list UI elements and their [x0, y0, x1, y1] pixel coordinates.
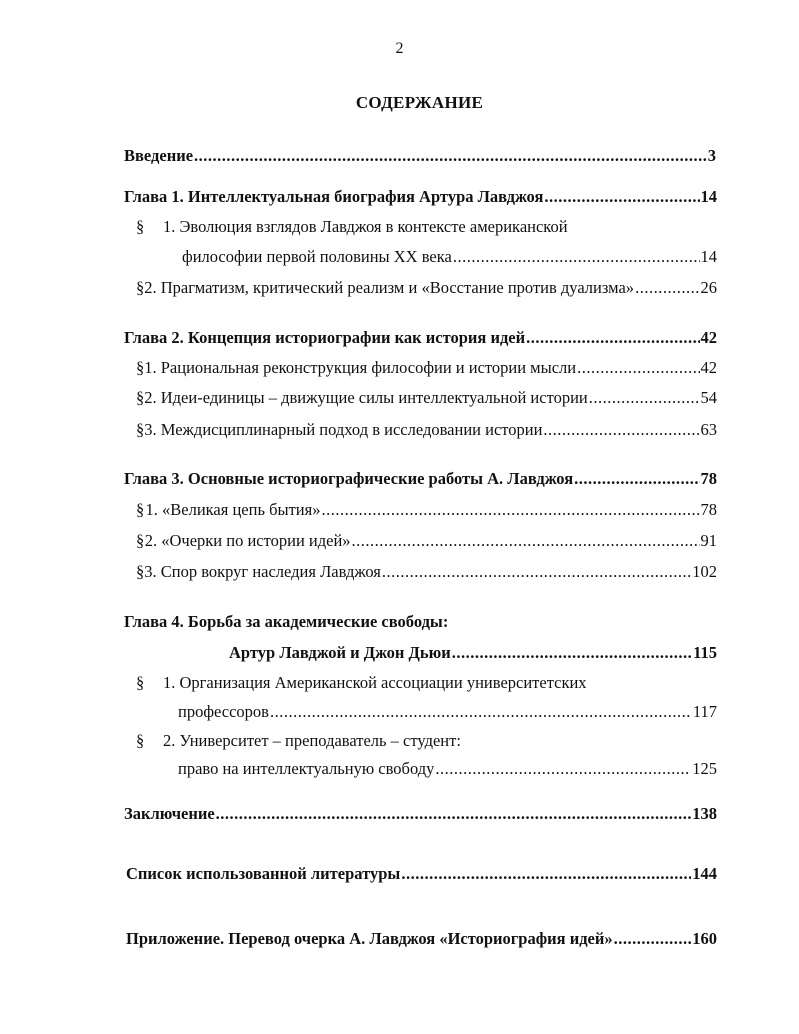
toc-entry-ch4-s1[interactable] — [136, 673, 587, 693]
toc-entry-chapter-4[interactable]: Глава 4. Борьба за академические свободы: — [124, 612, 449, 631]
toc-entry-page: 160 — [692, 929, 717, 948]
section-mark: § — [136, 562, 145, 581]
toc-entry-ch1-s1-cont[interactable] — [182, 247, 717, 267]
leader-dots — [194, 146, 707, 166]
toc-entry-label: 2. «Очерки по истории идей» — [144, 531, 351, 550]
section-mark: § — [136, 673, 145, 692]
toc-entry-page: 42 — [700, 358, 717, 377]
toc-entry-appendix[interactable] — [126, 929, 717, 949]
leader-dots — [270, 702, 692, 722]
section-mark: § — [136, 531, 145, 550]
toc-entry-page: 78 — [700, 500, 717, 519]
toc-entry-conclusion[interactable] — [124, 804, 717, 824]
section-mark: § — [136, 388, 145, 407]
toc-entry-intro[interactable] — [124, 146, 716, 166]
toc-entry-label: 1. Эволюция взглядов Лавджоя в контексте американской — [163, 217, 568, 236]
toc-entry-label: 1. «Великая цепь бытия» — [145, 500, 321, 519]
toc-entry-page: 78 — [700, 469, 717, 488]
toc-entry-ch1-s2[interactable] — [136, 278, 717, 298]
toc-entry-ch3-s1[interactable] — [136, 500, 717, 520]
toc-entry-page: 42 — [700, 328, 717, 347]
leader-dots — [321, 500, 699, 520]
leader-dots — [435, 759, 691, 779]
toc-entry-ch4-s2-cont[interactable] — [178, 759, 717, 779]
toc-entry-ch2-s3[interactable] — [136, 420, 717, 440]
toc-entry-label: Глава 2. Концепция историографии как история идей — [124, 328, 526, 347]
toc-entry-ch3-s3[interactable] — [136, 562, 717, 582]
toc-entry-label: 2. Идеи-единицы – движущие силы интеллектуальной истории — [144, 388, 588, 407]
toc-entry-label: 2. Прагматизм, критический реализм и «Восстание против дуализма» — [144, 278, 635, 297]
section-mark: § — [136, 217, 145, 236]
toc-entry-page: 63 — [700, 420, 717, 439]
leader-dots — [589, 388, 700, 408]
toc-entry-label: 1. Рациональная реконструкция философии и истории мысли — [144, 358, 577, 377]
toc-entry-label: 3. Спор вокруг наследия Лавджоя — [144, 562, 381, 581]
toc-entry-chapter-4-cont[interactable] — [229, 643, 717, 663]
toc-entry-label: 3. Междисциплинарный подход в исследовании истории — [144, 420, 543, 439]
toc-entry-ch2-s2[interactable] — [136, 388, 717, 408]
toc-entry-label: 2. Университет – преподаватель – студент: — [163, 731, 461, 750]
leader-dots — [614, 929, 692, 949]
toc-entry-page: 144 — [692, 864, 717, 883]
toc-entry-ch1-s1[interactable] — [136, 217, 568, 237]
toc-entry-ch2-s1[interactable] — [136, 358, 717, 378]
leader-dots — [543, 420, 699, 440]
section-mark: § — [136, 278, 145, 297]
leader-dots — [574, 469, 699, 489]
section-mark: § — [136, 500, 145, 519]
toc-entry-label: Приложение. Перевод очерка А. Лавджоя «Историография идей» — [126, 929, 613, 948]
leader-dots — [544, 187, 699, 207]
leader-dots — [577, 358, 699, 378]
toc-entry-ch3-s2[interactable] — [136, 531, 717, 551]
toc-entry-page: 3 — [707, 146, 716, 165]
toc-entry-label: Введение — [124, 146, 194, 165]
toc-entry-chapter-3[interactable] — [124, 469, 717, 489]
toc-entry-page: 117 — [692, 702, 717, 721]
toc-entry-ch4-s1-cont[interactable] — [178, 702, 717, 722]
section-mark: § — [136, 731, 145, 750]
toc-entry-page: 125 — [692, 759, 717, 778]
toc-entry-label: Артур Лавджой и Джон Дьюи — [229, 643, 451, 662]
leader-dots — [216, 804, 692, 824]
toc-entry-page: 26 — [700, 278, 717, 297]
leader-dots — [382, 562, 691, 582]
page-number: 2 — [395, 40, 404, 57]
toc-entry-label: профессоров — [178, 702, 269, 721]
toc-entry-label: философии первой половины XX века — [182, 247, 452, 266]
toc-entry-page: 115 — [693, 643, 717, 662]
toc-entry-page: 138 — [692, 804, 717, 823]
toc-entry-chapter-1[interactable] — [124, 187, 717, 207]
toc-entry-bibliography[interactable] — [126, 864, 717, 884]
leader-dots — [352, 531, 700, 551]
toc-entry-page: 102 — [692, 562, 717, 581]
toc-entry-label: 1. Организация Американской ассоциации университетских — [163, 673, 587, 692]
leader-dots — [401, 864, 691, 884]
toc-entry-label: Глава 3. Основные историографические работы А. Лавджоя — [124, 469, 574, 488]
toc-entry-page: 54 — [700, 388, 717, 407]
leader-dots — [635, 278, 699, 298]
toc-title: СОДЕРЖАНИЕ — [355, 93, 484, 112]
toc-entry-page: 14 — [700, 187, 717, 206]
toc-entry-ch4-s2[interactable] — [136, 731, 461, 751]
toc-entry-label: Список использованной литературы — [126, 864, 401, 883]
toc-entry-page: 14 — [700, 247, 717, 266]
section-mark: § — [136, 358, 145, 377]
toc-entry-label: Глава 1. Интеллектуальная биография Артура Лавджоя — [124, 187, 544, 206]
leader-dots — [453, 247, 700, 267]
toc-entry-chapter-2[interactable] — [124, 328, 717, 348]
leader-dots — [526, 328, 699, 348]
toc-entry-page: 91 — [700, 531, 717, 550]
section-mark: § — [136, 420, 145, 439]
toc-entry-label: право на интеллектуальную свободу — [178, 759, 435, 778]
toc-entry-label: Заключение — [124, 804, 215, 823]
leader-dots — [452, 643, 692, 663]
